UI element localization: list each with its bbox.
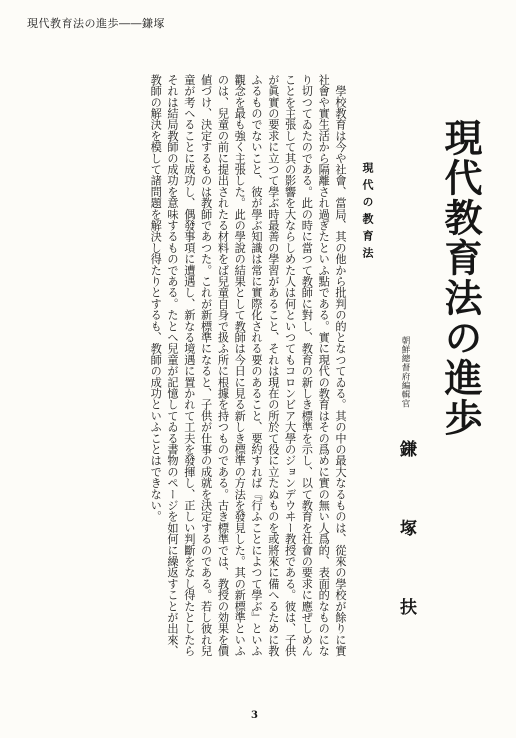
- page-number: 3: [251, 710, 258, 721]
- body-column: ことを主張して其の影響を大ならしめた人は何といつてもコロンビア大學のジョンデウヰー教授である。彼は、子供: [283, 74, 297, 657]
- body-column: 教師の解決を模して諸問題を解決し得たりとするも、教師の成功といふことはできない。: [149, 74, 163, 522]
- article-body: [146, 74, 348, 657]
- article-title: 現代教育法の進歩: [438, 118, 483, 438]
- body-column: 社會や實生活から隔離され過ぎたといふ點である。實に現代の教育はその爲めに實の無い人爲的、表面的なものにな: [317, 74, 331, 657]
- section-heading: 現代の教育法: [361, 162, 374, 264]
- body-column: のは、兒童の前に提出されたる材料をば兒童自身で扱ふ所に根據を持つものである。古き標準では、教授の効果を價: [216, 74, 230, 657]
- body-column: ふるものでないこと、彼が學ぶ知識は常に實際化される要のあること、要約すれば『行ふことによつて學ぶ』といふ: [250, 74, 264, 657]
- author-affiliation: 朝鮮總督府編輯官: [400, 336, 410, 408]
- body-column: それは結局教師の成功を意味するものである。たとへ兒童が記憶してゐる書物のページを如何に繰返すことが出來、: [166, 74, 180, 657]
- running-header: 現代教育法の進歩――鎌塚: [27, 17, 165, 30]
- body-column: 童が考へることに成功し、偶發事項に遭遇し、新なる境遇に置かれて工夫を發揮し、正しい判斷をなし得たとしたら: [182, 74, 196, 657]
- body-column: 觀念を最も強く主張した。此の學說の結果として教師は今日に見る新しき標準の方法を發見した。其の新標準といふ: [233, 74, 247, 657]
- body-column: が眞實の要求に立つて學ぶ時最善の學習があること、それは現在の所於て役に立たぬものを或將來に備へるために教: [266, 74, 280, 657]
- body-column: 値づけ、決定するものは教師であつた。これが新標準になると、子供が仕事の成就を決定するのである。若し彼れ兒: [199, 74, 213, 657]
- body-column: り切つてゐたのである。此の時に當つて教師に對し、教育の新しき標準を示し、以て教育を社會の要求に應ぜしめん: [300, 74, 314, 657]
- body-column: 學校教育は今や社會、當局、其の他から批判の的となつてゐる。其の中の最大なるものは、從來の學校が餘りに實: [334, 74, 347, 657]
- author-name: 鎌塚扶: [396, 440, 416, 677]
